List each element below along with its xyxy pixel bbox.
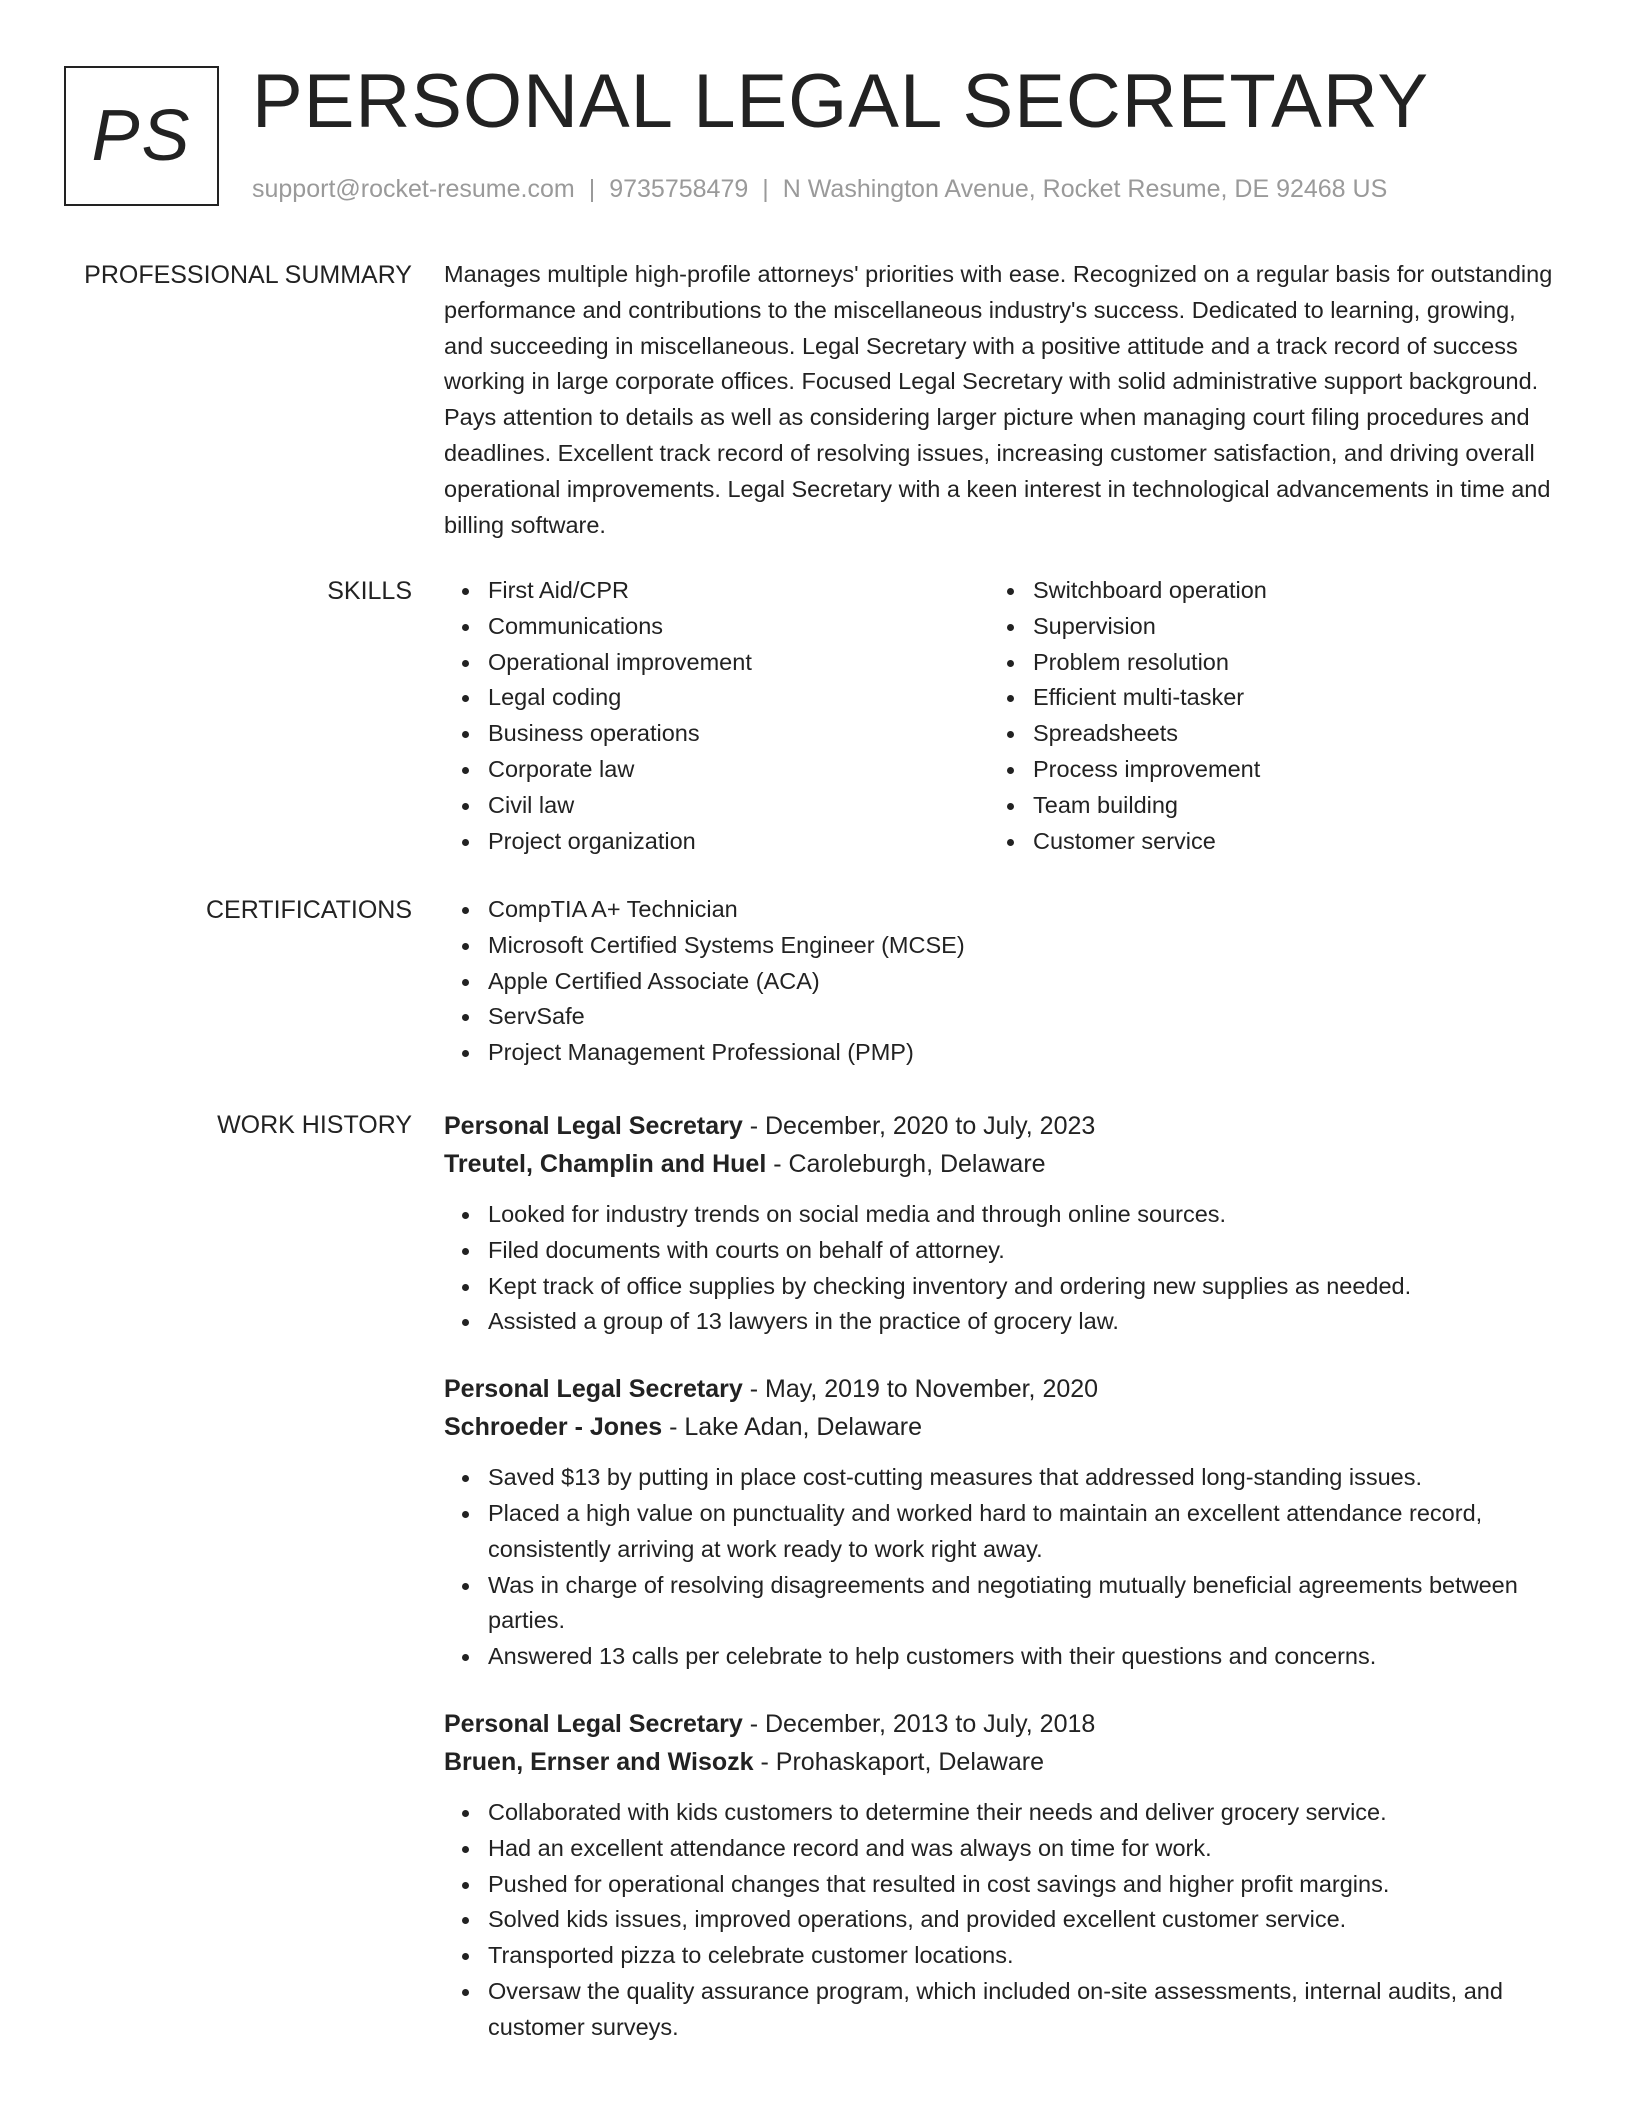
skills-grid bbox=[444, 573, 1554, 859]
job-company: Schroeder - Jones bbox=[444, 1413, 663, 1442]
job-bullet: Solved kids issues, improved operations, and provided excellent customer service. bbox=[488, 1902, 1554, 1938]
job-bullet: Collaborated with kids customers to determine their needs and deliver grocery service. bbox=[488, 1795, 1554, 1831]
job-title-line bbox=[444, 1370, 1554, 1408]
skill-item: Supervision bbox=[1033, 609, 1534, 645]
certification-item: CompTIA A+ Technician bbox=[488, 892, 1554, 928]
job-bullets bbox=[444, 1795, 1554, 2046]
skill-item: Problem resolution bbox=[1033, 645, 1534, 681]
job-bullet: Pushed for operational changes that resulted in cost savings and higher profit margins. bbox=[488, 1867, 1554, 1903]
job-bullet: Filed documents with courts on behalf of attorney. bbox=[488, 1233, 1554, 1269]
skills-list-left bbox=[444, 573, 989, 859]
job-entry bbox=[444, 1370, 1554, 1675]
certification-item: Project Management Professional (PMP) bbox=[488, 1035, 1554, 1071]
skill-item: Switchboard operation bbox=[1033, 573, 1534, 609]
job-location: - Lake Adan, Delaware bbox=[662, 1413, 923, 1442]
monogram-box bbox=[64, 66, 219, 206]
skill-item: Corporate law bbox=[488, 752, 989, 788]
skills-column-left bbox=[444, 573, 989, 859]
job-bullet: Placed a high value on punctuality and worked hard to maintain an excellent attendance record, consistently arriving at work ready to work right away. bbox=[488, 1496, 1554, 1568]
certifications-body bbox=[444, 892, 1554, 1071]
contact-line bbox=[252, 174, 1387, 204]
work-history-body bbox=[444, 1107, 1554, 2076]
skills-heading: SKILLS bbox=[327, 577, 412, 605]
job-bullet: Looked for industry trends on social media and through online sources. bbox=[488, 1197, 1554, 1233]
job-bullet: Had an excellent attendance record and was always on time for work. bbox=[488, 1831, 1554, 1867]
job-bullet: Transported pizza to celebrate customer locations. bbox=[488, 1938, 1554, 1974]
job-entry bbox=[444, 1107, 1554, 1340]
monogram-initials: PS bbox=[91, 96, 192, 176]
summary-body bbox=[444, 257, 1554, 543]
job-location: - Prohaskaport, Delaware bbox=[753, 1747, 1044, 1776]
job-bullet: Saved $13 by putting in place cost-cutting measures that addressed long-standing issues. bbox=[488, 1460, 1554, 1496]
certification-item: ServSafe bbox=[488, 999, 1554, 1035]
certifications-list bbox=[444, 892, 1554, 1071]
skill-item: Business operations bbox=[488, 716, 989, 752]
job-bullets bbox=[444, 1460, 1554, 1675]
skills-column-right bbox=[989, 573, 1534, 859]
job-company: Bruen, Ernser and Wisozk bbox=[444, 1747, 754, 1776]
job-bullet: Answered 13 calls per celebrate to help customers with their questions and concerns. bbox=[488, 1639, 1554, 1675]
work-history-heading: WORK HISTORY bbox=[217, 1111, 412, 1139]
skill-item: First Aid/CPR bbox=[488, 573, 989, 609]
job-company: Treutel, Champlin and Huel bbox=[444, 1150, 767, 1178]
job-bullet: Assisted a group of 13 lawyers in the practice of grocery law. bbox=[488, 1304, 1554, 1340]
job-dates: - December, 2013 to July, 2018 bbox=[742, 1709, 1096, 1738]
certifications-heading: CERTIFICATIONS bbox=[205, 896, 412, 924]
skills-list-right bbox=[989, 573, 1534, 859]
skill-item: Operational improvement bbox=[488, 645, 989, 681]
job-dates: - May, 2019 to November, 2020 bbox=[742, 1375, 1099, 1404]
contact-address: N Washington Avenue, Rocket Resume, DE 92468 US bbox=[782, 175, 1388, 203]
skill-item: Civil law bbox=[488, 788, 989, 824]
contact-phone[interactable]: 9735758479 bbox=[609, 175, 749, 203]
certification-item: Microsoft Certified Systems Engineer (MCSE) bbox=[488, 928, 1554, 964]
contact-email[interactable]: support@rocket-resume.com bbox=[252, 175, 575, 203]
skill-item: Legal coding bbox=[488, 680, 989, 716]
certification-item: Apple Certified Associate (ACA) bbox=[488, 964, 1554, 1000]
skill-item: Customer service bbox=[1033, 824, 1534, 860]
job-bullet: Was in charge of resolving disagreements and negotiating mutually beneficial agreements between parties. bbox=[488, 1568, 1554, 1640]
job-location: - Caroleburgh, Delaware bbox=[766, 1150, 1046, 1178]
candidate-name: PERSONAL LEGAL SECRETARY bbox=[252, 59, 1430, 144]
skills-body bbox=[444, 573, 1554, 859]
job-title: Personal Legal Secretary bbox=[444, 1709, 743, 1738]
job-company-line bbox=[444, 1145, 1554, 1183]
job-bullet: Oversaw the quality assurance program, which included on-site assessments, internal audits, and customer surveys. bbox=[488, 1974, 1554, 2046]
job-dates: - December, 2020 to July, 2023 bbox=[742, 1112, 1096, 1140]
job-title-line bbox=[444, 1107, 1554, 1145]
skill-item: Process improvement bbox=[1033, 752, 1534, 788]
job-title-line bbox=[444, 1705, 1554, 1743]
skill-item: Team building bbox=[1033, 788, 1534, 824]
summary-heading: PROFESSIONAL SUMMARY bbox=[84, 261, 412, 289]
summary-text: Manages multiple high-profile attorneys' priorities with ease. Recognized on a regular basis for outstanding performance and contributions to the miscellaneous industry's success. Dedicated to learning, growing, and succeeding in miscellaneous. Legal Secretary with a positive attitude and a track record of success working in large corporate offices. Focused Legal Secretary with solid administrative support background. Pays attention to details as well as considering larger picture when managing court filing procedures and deadlines. Excellent track record of resolving issues, increasing customer satisfaction, and driving overall operational improvements. Legal Secretary with a keen interest in technological advancements in time and billing software. bbox=[444, 261, 1553, 538]
job-company-line bbox=[444, 1408, 1554, 1446]
skill-item: Spreadsheets bbox=[1033, 716, 1534, 752]
skill-item: Efficient multi-tasker bbox=[1033, 680, 1534, 716]
job-bullet: Kept track of office supplies by checking inventory and ordering new supplies as needed. bbox=[488, 1269, 1554, 1305]
skill-item: Project organization bbox=[488, 824, 989, 860]
contact-separator: | bbox=[762, 175, 769, 203]
contact-separator: | bbox=[588, 175, 596, 203]
job-company-line bbox=[444, 1743, 1554, 1781]
job-entry bbox=[444, 1705, 1554, 2046]
job-title: Personal Legal Secretary bbox=[444, 1375, 743, 1404]
job-bullets bbox=[444, 1197, 1554, 1340]
job-title: Personal Legal Secretary bbox=[444, 1112, 743, 1140]
skill-item: Communications bbox=[488, 609, 989, 645]
